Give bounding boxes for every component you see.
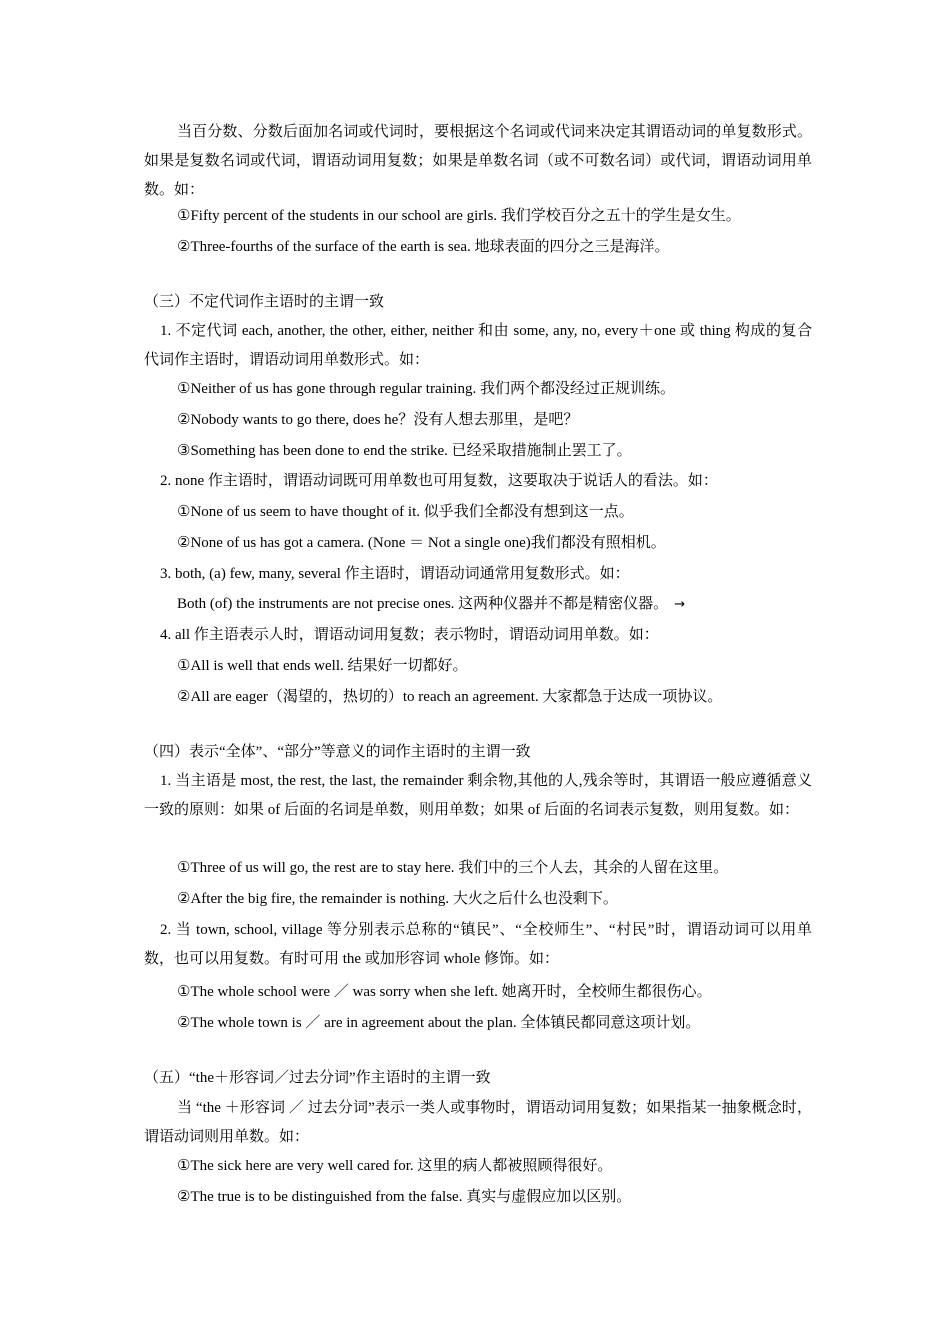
- section-3-item-3-example-text: Both (of) the instruments are not precise ones. 这两种仪器并不都是精密仪器。: [177, 596, 669, 612]
- section-5-example-2: ②The true is to be distinguished from the false. 真实与虚假应加以区别。: [177, 1189, 632, 1205]
- section-5-paragraph: 当 “the ＋形容词 ／ 过去分词”表示一类人或事物时，谓语动词用复数；如果指某一抽象概念时，谓语动词则用单数。如：: [144, 1100, 812, 1145]
- intro-paragraph: 当百分数、分数后面加名词或代词时，要根据这个名词或代词来决定其谓语动词的单复数形式。如果是复数名词或代词，谓语动词用复数；如果是单数名词（或不可数名词）或代词，谓语动词用单数。如：: [144, 124, 812, 198]
- section-4-item-2-example-2: ②The whole town is ／ are in agreement about the plan. 全体镇民都同意这项计划。: [177, 1015, 701, 1031]
- section-3-item-4-example-1: ①All is well that ends well. 结果好一切都好。: [177, 658, 468, 674]
- section-4-item-1-example-2: ②After the big fire, the remainder is nothing. 大火之后什么也没剩下。: [177, 891, 618, 907]
- section-4-item-1: 1. 当主语是 most, the rest, the last, the remainder 剩余物,其他的人,残余等时，其谓语一般应遵循意义一致的原则：如果 of 后面的名词是单数，则用单数；如果 of 后面的名词表示复数，则用复数。如：: [144, 773, 812, 818]
- section-3-item-1-example-2: ②Nobody wants to go there, does he？没有人想去那里，是吧？: [177, 412, 579, 428]
- section-5-heading: （五）“the＋形容词／过去分词”作主语时的主谓一致: [144, 1070, 491, 1086]
- section-5-example-1: ①The sick here are very well cared for. 这里的病人都被照顾得很好。: [177, 1158, 613, 1174]
- section-3-item-3-example: [177, 590, 817, 619]
- section-3-item-4-example-2: ②All are eager（渴望的，热切的）to reach an agreement. 大家都急于达成一项协议。: [177, 689, 723, 705]
- section-3-item-2-example-1: ①None of us seem to have thought of it. 似乎我们全都没有想到这一点。: [177, 504, 634, 520]
- section-4-heading: （四）表示“全体”、“部分”等意义的词作主语时的主谓一致: [144, 744, 531, 760]
- section-4-item-1-example-1: ①Three of us will go, the rest are to stay here. 我们中的三个人去，其余的人留在这里。: [177, 860, 729, 876]
- section-4-item-2: 2. 当 town, school, village 等分别表示总称的“镇民”、“全校师生”、“村民”时，谓语动词可以用单数，也可以用复数。有时可用 the 或加形容词 whole 修饰。如：: [144, 922, 812, 967]
- section-3-item-2: 2. none 作主语时，谓语动词既可用单数也可用复数，这要取决于说话人的看法。如：: [160, 473, 718, 489]
- intro-example-2: ②Three-fourths of the surface of the earth is sea. 地球表面的四分之三是海洋。: [177, 239, 670, 255]
- section-3-item-2-example-2: ②None of us has got a camera. (None ＝ Not a single one)我们都没有照相机。: [177, 535, 666, 551]
- intro-example-1: ①Fifty percent of the students in our school are girls. 我们学校百分之五十的学生是女生。: [177, 208, 741, 224]
- section-3-item-1-example-3: ③Something has been done to end the strike. 已经采取措施制止罢工了。: [177, 443, 632, 459]
- section-3-item-4: 4. all 作主语表示人时，谓语动词用复数；表示物时，谓语动词用单数。如：: [160, 627, 659, 643]
- section-4-item-2-example-1: ①The whole school were ／ was sorry when she left. 她离开时，全校师生都很伤心。: [177, 984, 712, 1000]
- section-3-item-1-example-1: ①Neither of us has gone through regular training. 我们两个都没经过正规训练。: [177, 381, 675, 397]
- arrow-icon: →: [674, 597, 686, 612]
- section-3-item-3: 3. both, (a) few, many, several 作主语时，谓语动词通常用复数形式。如：: [160, 566, 630, 582]
- section-3-heading: （三）不定代词作主语时的主谓一致: [144, 294, 385, 310]
- section-3-item-1: 1. 不定代词 each, another, the other, either, neither 和由 some, any, no, every＋one 或 thing 构成的复合代词作主语时，谓语动词用单数形式。如：: [144, 323, 812, 368]
